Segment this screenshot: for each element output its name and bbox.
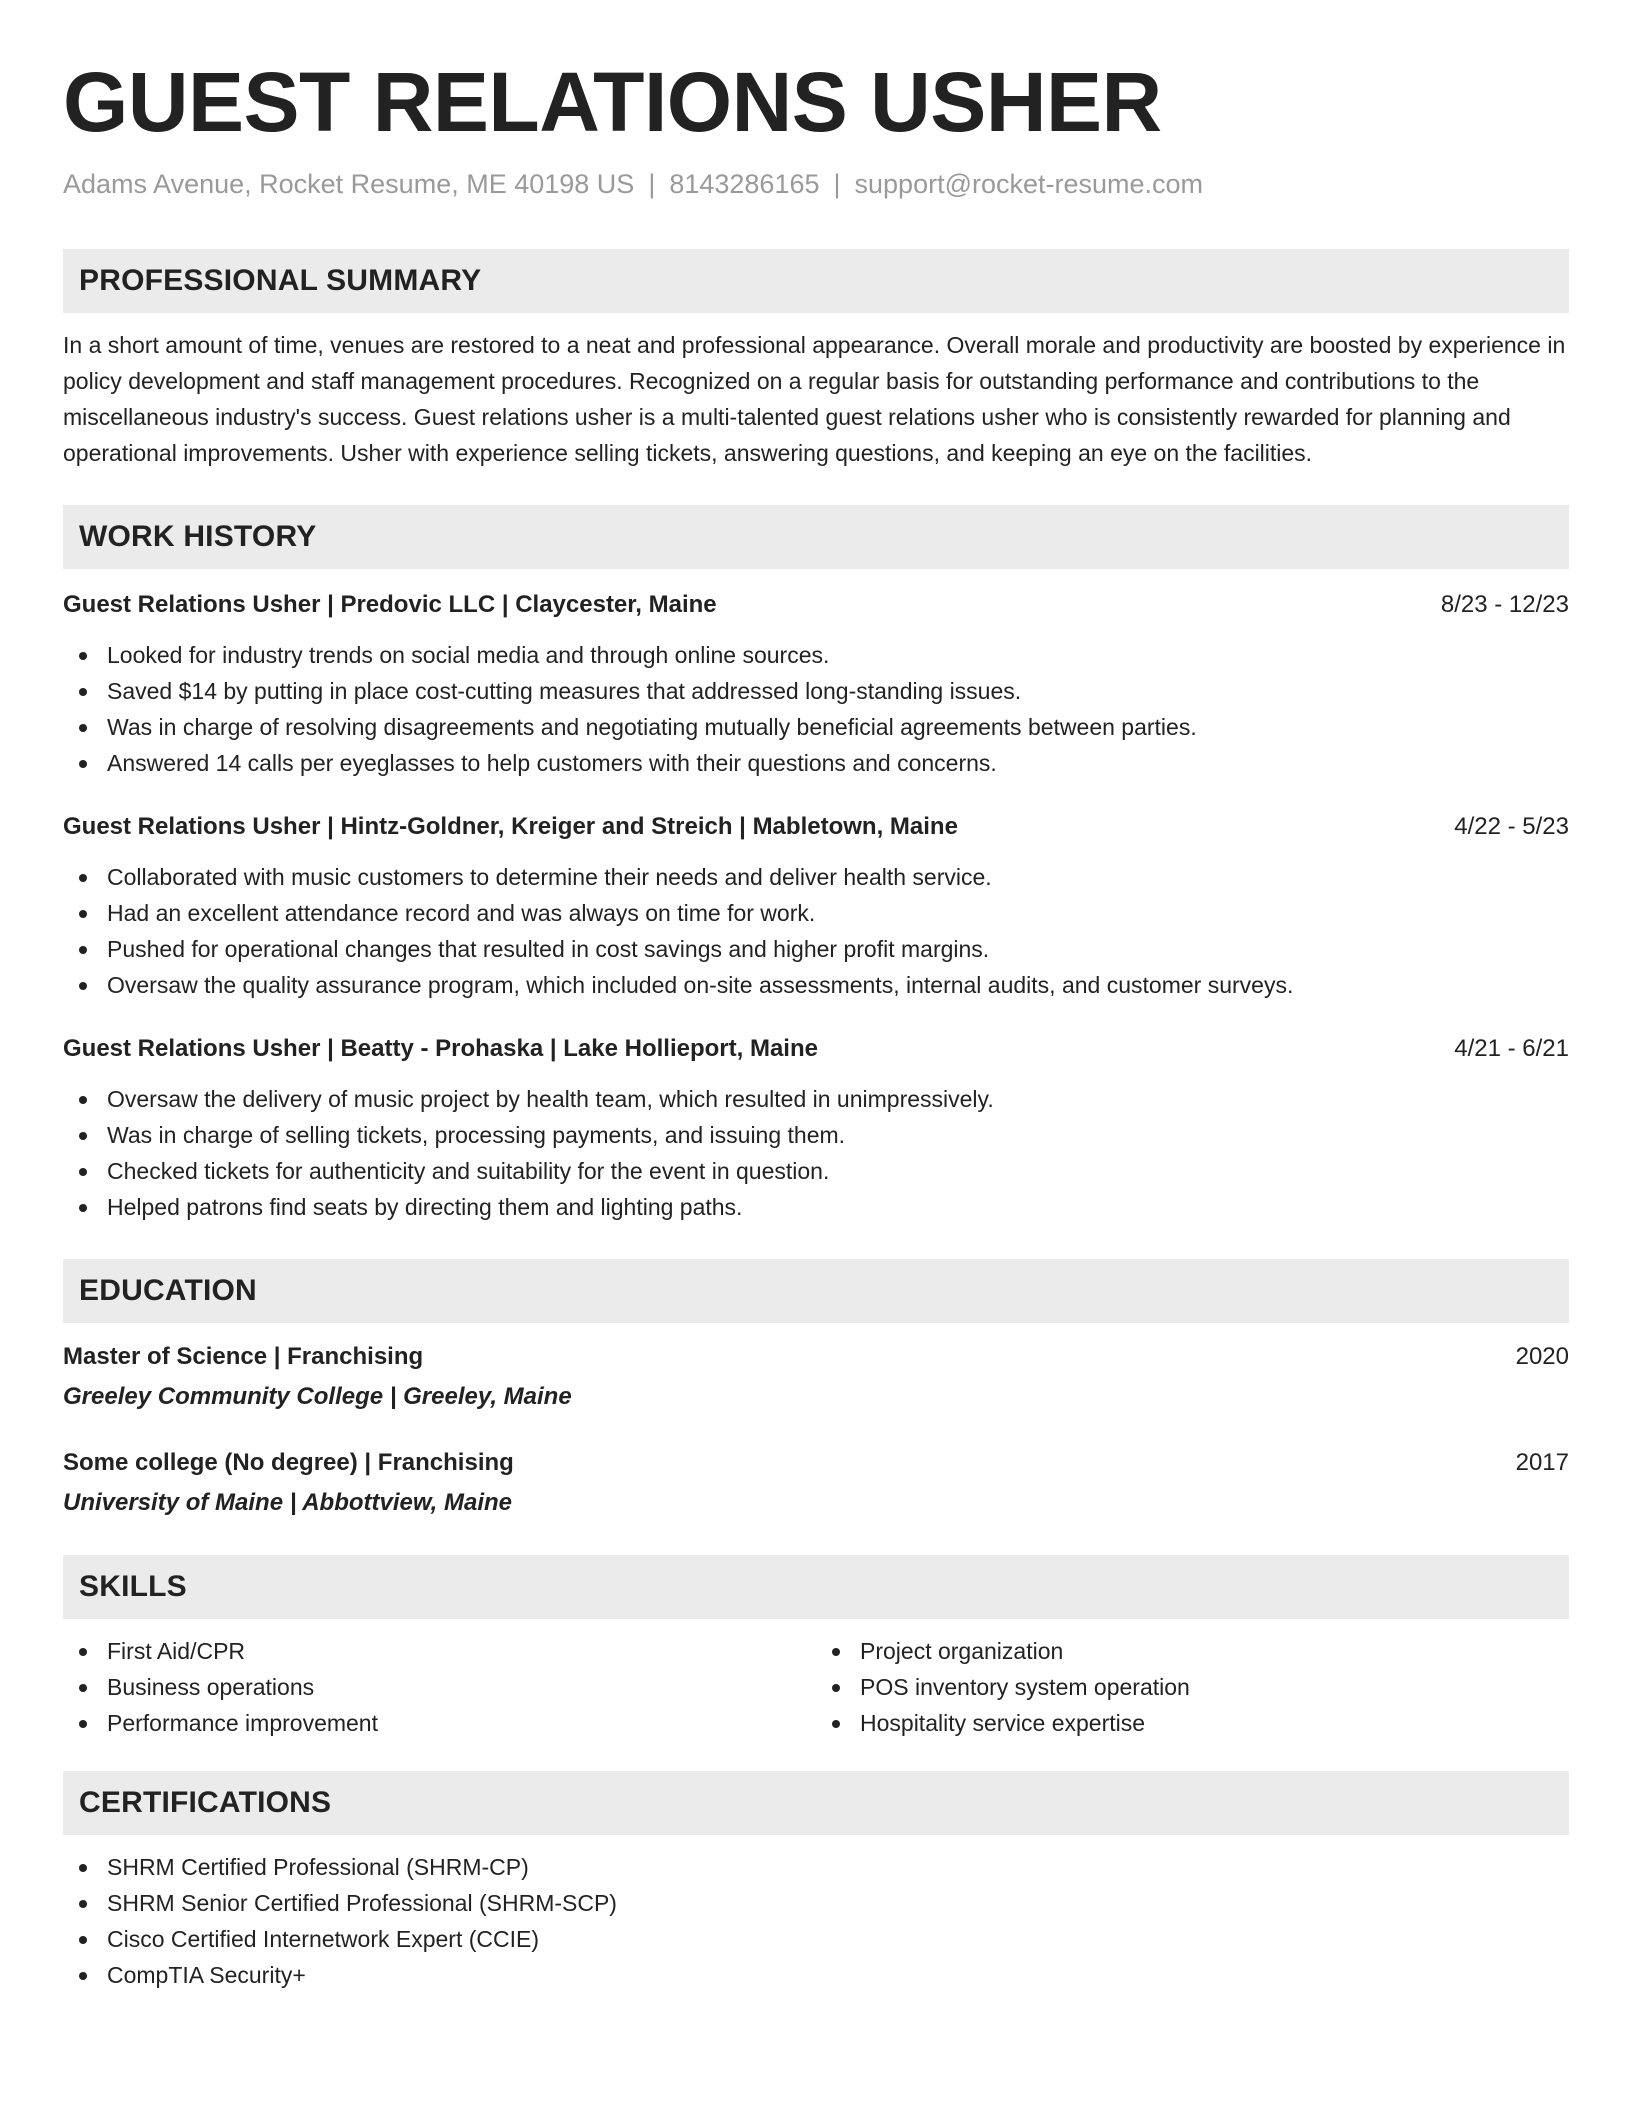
- job-bullet: Helped patrons find seats by directing them and lighting paths.: [63, 1189, 1569, 1225]
- job-bullet: Saved $14 by putting in place cost-cutting measures that addressed long-standing issues.: [63, 673, 1569, 709]
- job-bullet: Had an excellent attendance record and was always on time for work.: [63, 895, 1569, 931]
- summary-text: In a short amount of time, venues are restored to a neat and professional appearance. Overall morale and productivity are boosted by experience in policy development and staff management procedures. Recognized on a regular basis for outstanding performance and contributions to the miscellaneous industry's success. Guest relations usher is a multi-talented guest relations usher who is consistently rewarded for planning and operational improvements. Usher with experience selling tickets, answering questions, and keeping an eye on the facilities.: [63, 332, 1566, 466]
- job-bullet: Was in charge of selling tickets, processing payments, and issuing them.: [63, 1117, 1569, 1153]
- job-bullet: Oversaw the delivery of music project by health team, which resulted in unimpressively.: [63, 1081, 1569, 1117]
- skill-item: POS inventory system operation: [816, 1669, 1569, 1705]
- education-degree: Master of Science | Franchising: [63, 1343, 424, 1370]
- education-header: [63, 1445, 1569, 1481]
- job-bullet: Collaborated with music customers to determine their needs and deliver health service.: [63, 859, 1569, 895]
- skills-list: [63, 1633, 1569, 1741]
- education-school: Greeley Community College | Greeley, Maine: [63, 1383, 572, 1410]
- job-bullets: [63, 1081, 1569, 1225]
- job-header: [63, 809, 1569, 845]
- section-header-work-history: WORK HISTORY: [63, 505, 1569, 569]
- contact-phone: 8143286165: [669, 169, 820, 199]
- education-header: [63, 1339, 1569, 1375]
- job-entry: [63, 809, 1569, 1003]
- job-dates: 4/22 - 5/23: [1454, 813, 1569, 840]
- section-header-summary: PROFESSIONAL SUMMARY: [63, 249, 1569, 313]
- job-header: [63, 1031, 1569, 1067]
- skills-column-left: [63, 1633, 816, 1741]
- resume-name: GUEST RELATIONS USHER: [63, 55, 1162, 149]
- job-header: [63, 587, 1569, 623]
- job-bullet: Checked tickets for authenticity and suitability for the event in question.: [63, 1153, 1569, 1189]
- job-bullets: [63, 859, 1569, 1003]
- job-bullet: Pushed for operational changes that resulted in cost savings and higher profit margins.: [63, 931, 1569, 967]
- job-bullet: Was in charge of resolving disagreements and negotiating mutually beneficial agreements between parties.: [63, 709, 1569, 745]
- education-year: 2020: [1515, 1343, 1569, 1370]
- job-dates: 8/23 - 12/23: [1440, 591, 1569, 618]
- contact-separator: |: [648, 169, 656, 199]
- job-entry: [63, 587, 1569, 781]
- skill-item: Performance improvement: [63, 1705, 816, 1741]
- job-bullet: Oversaw the quality assurance program, which included on-site assessments, internal audits, and customer surveys.: [63, 967, 1569, 1003]
- skills-bullets: [816, 1633, 1569, 1741]
- certification-item: Cisco Certified Internetwork Expert (CCIE): [63, 1921, 1569, 1957]
- job-title: Guest Relations Usher | Beatty - Prohaska | Lake Hollieport, Maine: [63, 1035, 818, 1062]
- section-header-education: EDUCATION: [63, 1259, 1569, 1323]
- contact-line: [63, 164, 1569, 204]
- education-entry: [63, 1445, 1569, 1521]
- education-degree: Some college (No degree) | Franchising: [63, 1449, 514, 1476]
- education-entry: [63, 1339, 1569, 1415]
- section-header-certifications: CERTIFICATIONS: [63, 1771, 1569, 1835]
- education-school: University of Maine | Abbottview, Maine: [63, 1489, 513, 1516]
- job-title: Guest Relations Usher | Hintz-Goldner, Kreiger and Streich | Mabletown, Maine: [63, 813, 958, 840]
- skill-item: Project organization: [816, 1633, 1569, 1669]
- skill-item: First Aid/CPR: [63, 1633, 816, 1669]
- job-bullets: [63, 637, 1569, 781]
- job-entry: [63, 1031, 1569, 1225]
- job-bullet: Looked for industry trends on social media and through online sources.: [63, 637, 1569, 673]
- contact-address: Adams Avenue, Rocket Resume, ME 40198 US: [63, 169, 635, 199]
- certifications-list: [63, 1849, 1569, 1993]
- job-bullet: Answered 14 calls per eyeglasses to help customers with their questions and concerns.: [63, 745, 1569, 781]
- job-title: Guest Relations Usher | Predovic LLC | Claycester, Maine: [63, 591, 717, 618]
- job-dates: 4/21 - 6/21: [1454, 1035, 1569, 1062]
- certification-item: SHRM Certified Professional (SHRM-CP): [63, 1849, 1569, 1885]
- skill-item: Business operations: [63, 1669, 816, 1705]
- contact-separator: |: [833, 169, 841, 199]
- skills-bullets: [63, 1633, 816, 1741]
- skill-item: Hospitality service expertise: [816, 1705, 1569, 1741]
- certification-item: SHRM Senior Certified Professional (SHRM-SCP): [63, 1885, 1569, 1921]
- contact-email: support@rocket-resume.com: [854, 169, 1204, 199]
- education-year: 2017: [1515, 1449, 1569, 1476]
- certification-item: CompTIA Security+: [63, 1957, 1569, 1993]
- section-header-skills: SKILLS: [63, 1555, 1569, 1619]
- skills-column-right: [816, 1633, 1569, 1741]
